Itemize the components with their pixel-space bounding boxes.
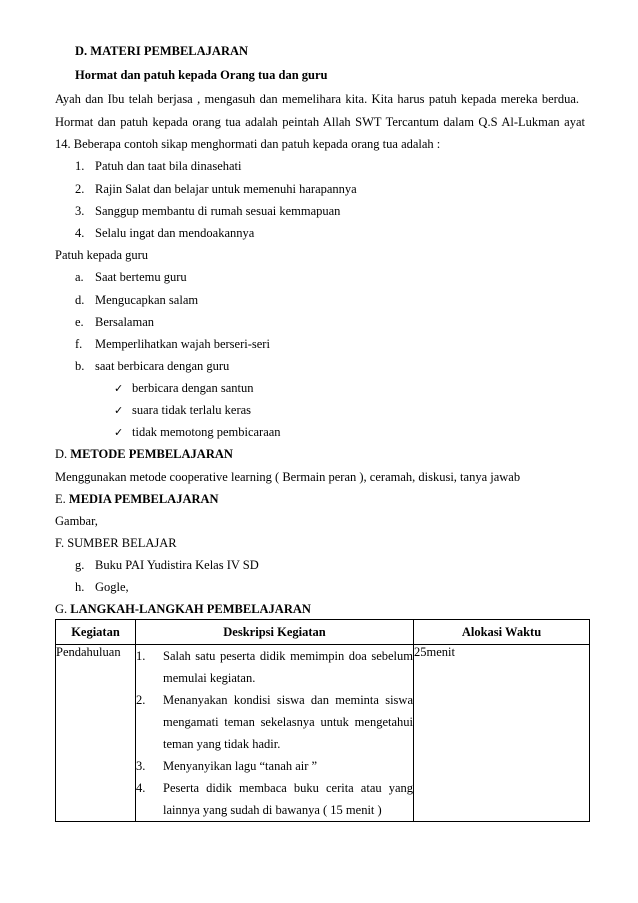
media-prefix: E.: [55, 492, 69, 506]
metode-text: Menggunakan metode cooperative learning ( Bermain peran ), ceramah, diskusi, tanya jawab: [55, 470, 521, 484]
list-item-text: Sanggup membantu di rumah sesuai kemmapuan: [95, 204, 341, 218]
materi-heading: D. MATERI PEMBELAJARAN: [75, 44, 249, 58]
check-list-item: [114, 424, 281, 441]
list-item: [75, 292, 198, 308]
media-title: MEDIA PEMBELAJARAN: [68, 492, 219, 506]
list-item: [75, 557, 259, 573]
check-list-item: [114, 402, 251, 419]
langkah-prefix: G.: [55, 602, 71, 616]
list-item-text: Saat bertemu guru: [95, 270, 187, 284]
list-item-letter: a.: [75, 270, 84, 284]
list-item-text: Patuh dan taat bila dinasehati: [95, 159, 242, 173]
list-item: [75, 314, 154, 330]
checkmark-icon: ✓: [114, 382, 124, 395]
list-item-text: Selalu ingat dan mendoakannya: [95, 226, 255, 240]
checkmark-icon: ✓: [114, 404, 124, 417]
table-row: [56, 645, 590, 822]
metode-heading: [55, 446, 233, 462]
media-text: Gambar,: [55, 514, 98, 528]
langkah-title: LANGKAH-LANGKAH PEMBELAJARAN: [70, 602, 311, 616]
cell-deskripsi: [136, 645, 414, 822]
list-item-text: Mengucapkan salam: [95, 293, 199, 307]
step-item: [136, 645, 413, 689]
step-text: Menanyakan kondisi siswa dan meminta siswa mengamati teman sekelasnya untuk mengetahui teman yang tidak hadir.: [163, 693, 413, 751]
checkmark-icon: ✓: [114, 426, 124, 439]
step-item: [136, 755, 413, 777]
check-list-item-text: suara tidak terlalu keras: [132, 403, 252, 417]
step-text: Peserta didik membaca buku cerita atau yang lainnya yang sudah di bawanya ( 15 menit ): [163, 781, 413, 817]
check-list-item-text: tidak memotong pembicaraan: [132, 425, 281, 439]
materi-paragraph-line-1: Ayah dan Ibu telah berjasa , mengasuh dan memelihara kita. Kita harus patuh kepada mereka berdua.: [55, 92, 579, 106]
list-item-number: 1.: [75, 159, 85, 173]
cell-alokasi: 25menit: [414, 645, 590, 822]
list-item-letter: h.: [75, 580, 85, 594]
step-number: 3.: [136, 759, 146, 773]
list-item: [75, 181, 357, 197]
list-item: [75, 203, 340, 219]
list-item-letter: b.: [75, 359, 85, 373]
list-item: [75, 579, 129, 595]
list-item-letter: e.: [75, 315, 84, 329]
step-item: [136, 777, 413, 821]
list-item: [75, 269, 187, 285]
list-item-text: Buku PAI Yudistira Kelas IV SD: [95, 558, 259, 572]
list-item-number: 4.: [75, 226, 85, 240]
step-number: 2.: [136, 693, 146, 707]
list-item-text: Memperlihatkan wajah berseri-seri: [95, 337, 270, 351]
list-item-text: saat berbicara dengan guru: [95, 359, 230, 373]
table-header-row: [56, 620, 590, 645]
header-kegiatan: Kegiatan: [56, 620, 136, 645]
cell-kegiatan: Pendahuluan: [56, 645, 136, 822]
header-deskripsi: Deskripsi Kegiatan: [136, 620, 414, 645]
check-list-item: [114, 380, 253, 397]
list-item: [75, 336, 270, 352]
step-text: Salah satu peserta didik memimpin doa sebelum memulai kegiatan.: [163, 649, 413, 685]
metode-prefix: D.: [55, 447, 71, 461]
media-heading: [55, 491, 219, 507]
list-item: [75, 358, 229, 374]
list-item: [75, 225, 254, 241]
step-number: 1.: [136, 649, 146, 663]
list-item-number: 3.: [75, 204, 85, 218]
langkah-table: [55, 619, 590, 822]
guru-heading: Patuh kepada guru: [55, 248, 149, 262]
sumber-heading: F. SUMBER BELAJAR: [55, 536, 177, 550]
list-item-text: Gogle,: [95, 580, 129, 594]
list-item-text: Bersalaman: [95, 315, 155, 329]
check-list-item-text: berbicara dengan santun: [132, 381, 254, 395]
step-item: [136, 689, 413, 755]
list-item-letter: f.: [75, 337, 83, 351]
list-item-letter: d.: [75, 293, 85, 307]
step-number: 4.: [136, 781, 146, 795]
header-alokasi: Alokasi Waktu: [414, 620, 590, 645]
list-item: [75, 158, 241, 174]
materi-subheading: Hormat dan patuh kepada Orang tua dan guru: [75, 68, 328, 82]
steps-list: [136, 645, 413, 821]
list-item-number: 2.: [75, 182, 85, 196]
materi-paragraph-line-3: 14. Beberapa contoh sikap menghormati dan patuh kepada orang tua adalah :: [55, 137, 441, 151]
list-item-letter: g.: [75, 558, 85, 572]
langkah-heading: [55, 601, 311, 617]
step-text: Menyanyikan lagu “tanah air ”: [163, 759, 318, 773]
list-item-text: Rajin Salat dan belajar untuk memenuhi harapannya: [95, 182, 357, 196]
metode-title: METODE PEMBELAJARAN: [70, 447, 233, 461]
materi-paragraph-line-2: Hormat dan patuh kepada orang tua adalah peintah Allah SWT Tercantum dalam Q.S Al-Lukman ayat: [55, 115, 585, 129]
